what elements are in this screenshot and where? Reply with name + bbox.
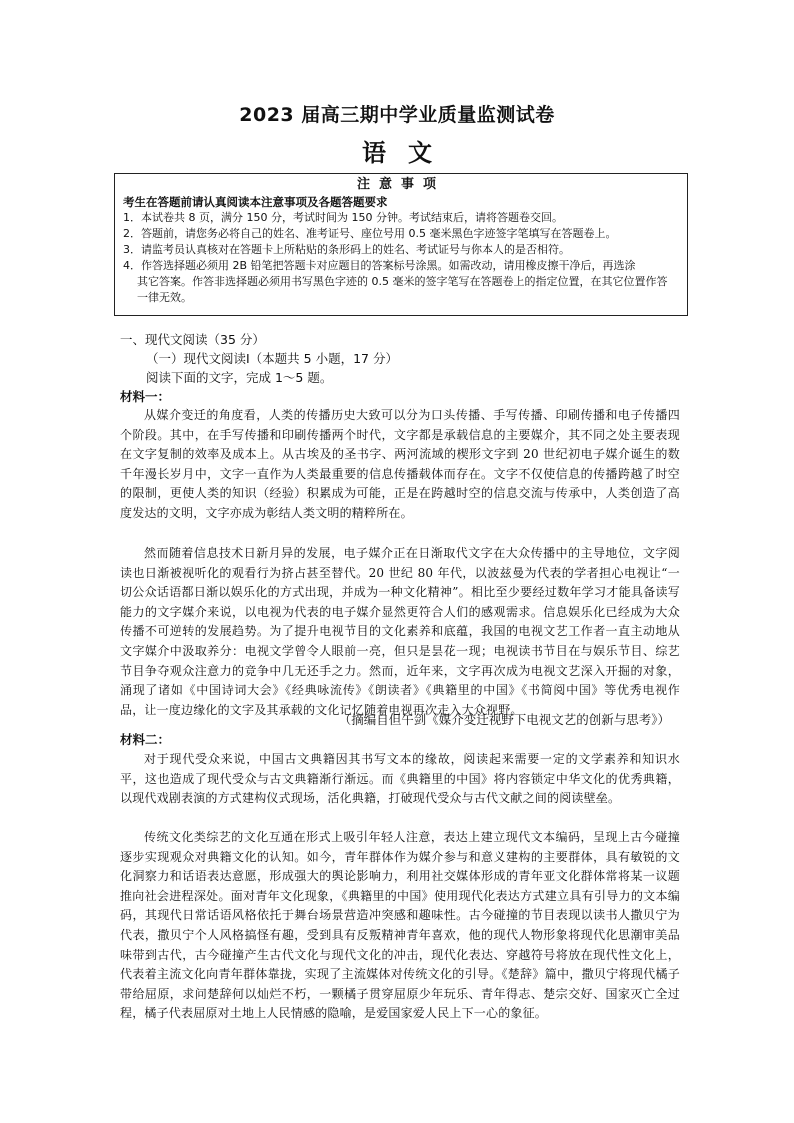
material-1-paragraph-1: 从媒介变迁的角度看，人类的传播历史大致可以分为口头传播、手写传播、印刷传播和电子传播四个阶段。其中，在手写传播和印刷传播两个时代，文字都是承载信息的主要媒介，其不同之处主要表现在文字复制的效率及成本上。从古埃及的圣书字、两河流域的楔形文字到 20 世纪初电子媒介诞生的数千年漫长岁月中，文字一直作为人类最重要的信息传播载体而存在。文字不仅使信息的传播跨越了时空的限制，更使人类的知识（经验）积累成为可能，正是在跨越时空的信息交流与传承中，人类创造了高度发达的文明，文字亦成为彰结人类文明的精粹所在。 [120,408,680,520]
notice-box [114,173,688,316]
notice-item-4-continued: 其它答案。作答非选择题必须用书写黑色字迹的 0.5 毫米的签字笔写在答题卷上的指定位置，在其它位置作答一律无效。 [137,275,668,304]
notice-subheading: 考生在答题前请认真阅读本注意事项及各题答题要求 [123,195,388,209]
material-2-paragraph-1: 对于现代受众来说，中国古文典籍因其书写文本的缘故，阅读起来需要一定的文学素养和知识水平，这也造成了现代受众与古文典籍渐行渐远。而《典籍里的中国》将内容锁定中华文化的优秀典籍，以现代戏剧表演的方式建构仪式现场，活化典籍，打破现代受众与古代文献之间的阅读壁垒。 [120,752,680,806]
exam-title: 2023 届高三期中学业质量监测试卷 [239,104,555,126]
material-1-source: （摘编自但午剑《媒介变迁视野下电视文艺的创新与思考》） [338,712,670,727]
notice-item-3: 3．请监考员认真核对在答题卡上所粘贴的条形码上的姓名、考试证号与你本人的是否相符。 [123,243,570,256]
part-heading: 一、现代文阅读（35 分） [120,332,265,347]
subject-title: 语文 [362,139,454,167]
notice-item-2: 2．答题前，请您务必将自己的姓名、准考证号、座位号用 0.5 毫米黑色字迹签字笔填写在答题卷上。 [123,227,617,240]
material-1-label: 材料一： [120,389,171,404]
material-1-paragraph-2: 然而随着信息技术日新月异的发展，电子媒介正在日渐取代文字在大众传播中的主导地位，文字阅读也日渐被视听化的观看行为挤占甚至替代。20 世纪 80 年代，以波兹曼为代表的学者担心电视让“一切公众话语都日渐以娱乐化的方式出现，并成为一种文化精神”。相比至少要经过数年学习才能具备读写能力的文字媒介来说，以电视为代表的电子媒介显然更符合人们的感观需求。信息娱乐化已经成为大众传播不可逆转的发展趋势。为了提升电视节目的文化素养和底蕴，我国的电视文艺工作者一直主动地从文字媒介中汲取养分：电视文学曾令人眼前一亮，但只是昙花一现；电视读书节目在与娱乐节目、综艺节目争夺观众注意力的竞争中几无还手之力。然而，近年来，文字再次成为电视文艺深入开掘的对象，涌现了诸如《中国诗词大会》《经典咏流传》《朗读者》《典籍里的中国》《书简阅中国》等优秀电视作品，让一度边缘化的文字及其承载的文化记忆随着电视再次走入大众视野。 [120,546,680,717]
material-2-label: 材料二： [120,732,171,747]
notice-heading: 注意事项 [356,177,445,192]
notice-item-4-text: 4．作答选择题必须用 2B 铅笔把答题卡对应题目的答案标号涂黑。如需改动，请用橡皮擦干净后，再选涂 [123,259,636,272]
instruction-text: 阅读下面的文字，完成 1～5 题。 [146,370,333,385]
subsection-heading: （一）现代文阅读Ⅰ（本题共 5 小题，17 分） [146,351,398,366]
notice-item-4 [123,258,677,306]
material-2-paragraph-2: 传统文化类综艺的文化互通在形式上吸引年轻人注意，表达上建立现代文本编码，呈现上古今碰撞逐步实现观众对典籍文化的认知。如今，青年群体作为媒介参与和意义建构的主要群体，具有敏锐的文化洞察力和话语表达意愿，形成强大的舆论影响力，利用社交媒体形成的青年亚文化群体常将某一议题推向社会进程深处。面对青年文化现象，《典籍里的中国》使用现代化表达方式建立具有引导力的文本编码，其现代日常话语风格依托于舞台场景营造冲突感和趣味性。古今碰撞的节目表现以读书人撒贝宁为代表，撒贝宁个人风格搞怪有趣，受到具有反叛精神青年喜欢，他的现代人物形象将现代化思潮审美品味带到古代，古今碰撞产生古代文化与现代文化的冲击，现代化表达、穿越符号将放在现代性文化上，代表着主流文化向青年群体靠拢，实现了主流媒体对传统文化的引导。《楚辞》篇中，撒贝宁将现代橘子带给屈原，求问楚辞何以灿烂不朽，一颗橘子贯穿屈原少年玩乐、青年得志、楚宗交好、国家灭亡全过程，橘子代表屈原对土地上人民情感的隐喻，是爱国家爱人民上下一心的象征。 [120,830,680,1021]
notice-item-1: 1．本试卷共 8 页，满分 150 分，考试时间为 150 分钟。考试结束后，请将答题卷交回。 [123,211,563,224]
